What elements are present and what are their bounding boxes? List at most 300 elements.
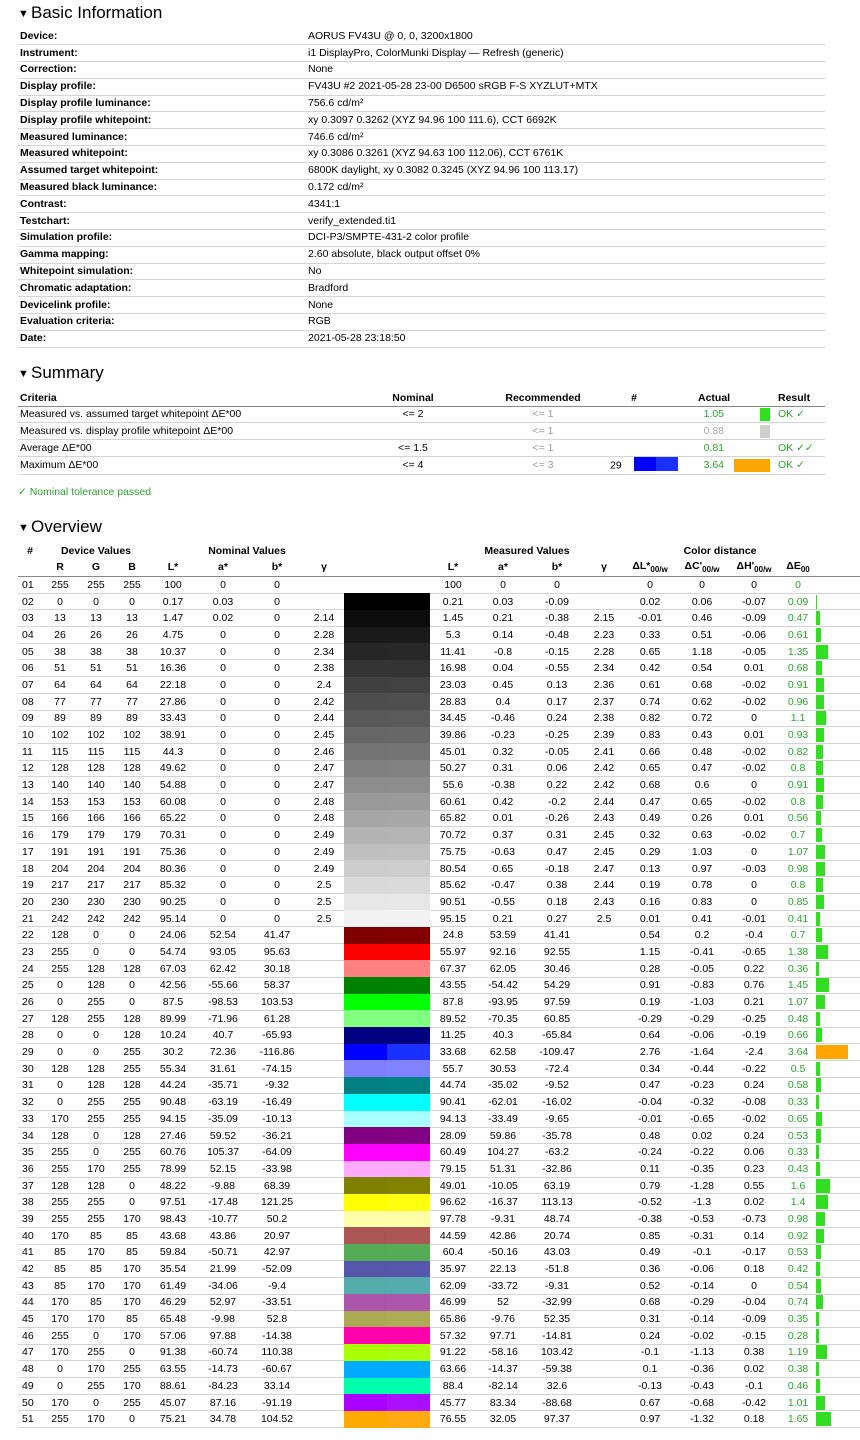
nominal-a: 52.54	[196, 927, 250, 944]
overview-row	[18, 927, 860, 944]
patch-swatch	[344, 710, 430, 727]
delta-E: 0.98	[780, 860, 816, 877]
patch-swatch-pair	[344, 643, 430, 660]
overview-row	[18, 727, 860, 744]
delta-E: 0.82	[780, 743, 816, 760]
overview-row	[18, 627, 860, 644]
measured-gamma: 2.5	[584, 910, 624, 927]
basic-info-value: 746.6 cd/m²	[306, 129, 825, 146]
overview-row	[18, 860, 860, 877]
nominal-b: 0	[250, 793, 304, 810]
nominal-a: 59.52	[196, 1127, 250, 1144]
patch-number: 06	[18, 660, 42, 677]
delta-L: -0.01	[624, 1111, 676, 1128]
overview-row	[18, 1094, 860, 1111]
delta-e-bar	[816, 1279, 821, 1293]
delta-E: 0.09	[780, 593, 816, 610]
device-g: 191	[78, 844, 114, 861]
nominal-b: 0	[250, 677, 304, 694]
device-g: 128	[78, 960, 114, 977]
delta-L: 0.11	[624, 1161, 676, 1178]
patch-swatch	[344, 610, 430, 627]
delta-L: -0.04	[624, 1094, 676, 1111]
device-g: 140	[78, 777, 114, 794]
patch-swatch-pair	[344, 1327, 430, 1344]
nominal-a: 0	[196, 576, 250, 593]
measured-a: 0.31	[476, 760, 530, 777]
delta-L: 0.33	[624, 627, 676, 644]
patch-swatch-pair	[344, 1027, 430, 1044]
delta-E: 0.74	[780, 1294, 816, 1311]
device-b: 0	[114, 1411, 150, 1428]
hdr-g: G	[78, 559, 114, 576]
delta-e-bar-cell	[816, 1277, 860, 1294]
delta-e-bar	[816, 1212, 825, 1226]
delta-H: -0.02	[728, 677, 780, 694]
delta-e-bar	[816, 1362, 819, 1376]
delta-e-bar-cell	[816, 1394, 860, 1411]
basic-info-row	[18, 246, 825, 263]
nominal-b: 104.52	[250, 1411, 304, 1428]
delta-e-bar-cell	[816, 777, 860, 794]
basic-info-value: AORUS FV43U @ 0, 0, 3200x1800	[306, 28, 825, 45]
overview-row	[18, 910, 860, 927]
patch-swatch	[344, 1311, 430, 1328]
measured-gamma	[584, 1211, 624, 1228]
basic-info-value: 2021-05-28 23:18:50	[306, 330, 825, 347]
patch-number: 16	[18, 827, 42, 844]
delta-C: -0.1	[676, 1244, 728, 1261]
measured-a: -58.16	[476, 1344, 530, 1361]
basic-info-row	[18, 45, 825, 62]
summary-actual	[660, 406, 770, 423]
basic-info-row	[18, 129, 825, 146]
overview-row	[18, 1027, 860, 1044]
overview-row	[18, 1194, 860, 1211]
device-r: 64	[42, 677, 78, 694]
delta-e-bar	[816, 1112, 822, 1126]
device-b: 77	[114, 693, 150, 710]
nominal-b: 0	[250, 593, 304, 610]
patch-number: 33	[18, 1111, 42, 1128]
nominal-gamma: 2.48	[304, 810, 344, 827]
overview-row	[18, 1177, 860, 1194]
measured-a: -9.76	[476, 1311, 530, 1328]
nominal-color-swatch	[344, 844, 387, 861]
measured-b: 20.74	[530, 1227, 584, 1244]
measured-b: 43.03	[530, 1244, 584, 1261]
device-g: 255	[78, 1094, 114, 1111]
device-r: 128	[42, 927, 78, 944]
delta-e-bar	[816, 828, 822, 842]
nominal-a: 0	[196, 910, 250, 927]
measured-gamma	[584, 1327, 624, 1344]
basic-info-label: Assumed target whitepoint:	[18, 162, 306, 179]
delta-e-bar-cell	[816, 960, 860, 977]
basic-info-row	[18, 162, 825, 179]
delta-E: 0.46	[780, 1378, 816, 1395]
device-g: 153	[78, 793, 114, 810]
delta-C: 0.54	[676, 660, 728, 677]
patch-swatch	[344, 1010, 430, 1027]
nominal-b: -91.19	[250, 1394, 304, 1411]
measured-gamma	[584, 1311, 624, 1328]
patch-number: 36	[18, 1161, 42, 1178]
measured-color-swatch	[387, 960, 430, 977]
nominal-b: 0	[250, 910, 304, 927]
delta-e-bar	[816, 1095, 819, 1109]
delta-C: -1.3	[676, 1194, 728, 1211]
delta-H: -0.19	[728, 1027, 780, 1044]
patch-number: 11	[18, 743, 42, 760]
patch-swatch-pair	[344, 793, 430, 810]
nominal-a: 0	[196, 793, 250, 810]
delta-e-bar	[816, 945, 828, 959]
nominal-a: 0	[196, 727, 250, 744]
patch-number: 35	[18, 1144, 42, 1161]
measured-L: 62.09	[430, 1277, 476, 1294]
delta-e-bar	[816, 1062, 820, 1076]
nominal-color-swatch	[344, 660, 387, 677]
device-b: 255	[114, 1161, 150, 1178]
patch-swatch-pair	[344, 1127, 430, 1144]
device-g: 255	[78, 1111, 114, 1128]
nominal-a: 0	[196, 743, 250, 760]
measured-b: -65.84	[530, 1027, 584, 1044]
hdr-measured-gamma: γ	[584, 559, 624, 576]
nominal-gamma	[304, 1060, 344, 1077]
measured-color-swatch	[387, 827, 430, 844]
patch-number: 27	[18, 1010, 42, 1027]
delta-L: 0.42	[624, 660, 676, 677]
nominal-L: 80.36	[150, 860, 196, 877]
nominal-gamma	[304, 1044, 344, 1061]
nominal-a: -9.98	[196, 1311, 250, 1328]
measured-b: 0.27	[530, 910, 584, 927]
device-b: 255	[114, 1361, 150, 1378]
basic-info-value: xy 0.3097 0.3262 (XYZ 94.96 100 111.6), CCT 6692K	[306, 112, 825, 129]
nominal-b: 0	[250, 693, 304, 710]
patch-swatch-pair	[344, 844, 430, 861]
measured-b: -63.2	[530, 1144, 584, 1161]
measured-b: 0.17	[530, 693, 584, 710]
patch-number: 17	[18, 844, 42, 861]
overview-title: Overview	[31, 517, 102, 536]
delta-L: -0.01	[624, 610, 676, 627]
basic-info-row	[18, 146, 825, 163]
patch-number: 45	[18, 1311, 42, 1328]
overview-row	[18, 760, 860, 777]
patch-swatch	[344, 727, 430, 744]
patch-swatch-pair	[344, 743, 430, 760]
nominal-gamma	[304, 1261, 344, 1278]
delta-e-bar	[816, 595, 817, 609]
hdr-b: B	[114, 559, 150, 576]
hdr-nominal-values: Nominal Values	[208, 545, 286, 557]
nominal-b: -16.49	[250, 1094, 304, 1111]
delta-e-bar-cell	[816, 1194, 860, 1211]
summary-nominal: <= 2	[348, 406, 478, 423]
measured-gamma: 2.34	[584, 660, 624, 677]
delta-e-bar-cell	[816, 994, 860, 1011]
nominal-L: 55.34	[150, 1060, 196, 1077]
nominal-a: 0	[196, 827, 250, 844]
delta-H: -0.42	[728, 1394, 780, 1411]
overview-heading[interactable]	[18, 517, 102, 538]
patch-swatch	[344, 1361, 430, 1378]
patch-swatch	[344, 1044, 430, 1061]
nominal-L: 98.43	[150, 1211, 196, 1228]
overview-row	[18, 877, 860, 894]
device-r: 153	[42, 793, 78, 810]
summary-bar	[760, 425, 770, 438]
patch-number: 08	[18, 693, 42, 710]
nominal-L: 10.24	[150, 1027, 196, 1044]
nominal-gamma	[304, 1144, 344, 1161]
patch-swatch-pair	[344, 910, 430, 927]
patch-number: 30	[18, 1060, 42, 1077]
col-recommended: Recommended	[478, 390, 608, 406]
nominal-b: 0	[250, 660, 304, 677]
patch-number: 23	[18, 944, 42, 961]
delta-C: 0.97	[676, 860, 728, 877]
delta-E: 0.96	[780, 693, 816, 710]
hdr-nominal-a: a*	[196, 559, 250, 576]
device-b: 255	[114, 1060, 150, 1077]
measured-b: -0.25	[530, 727, 584, 744]
overview-row	[18, 1261, 860, 1278]
measured-color-swatch	[387, 994, 430, 1011]
delta-L: 0.49	[624, 810, 676, 827]
device-b: 128	[114, 1027, 150, 1044]
measured-color-swatch	[387, 627, 430, 644]
nominal-gamma	[304, 1010, 344, 1027]
delta-e-bar	[816, 1329, 819, 1343]
measured-L: 33.68	[430, 1044, 476, 1061]
measured-color-swatch	[387, 760, 430, 777]
measured-gamma	[584, 977, 624, 994]
device-b: 115	[114, 743, 150, 760]
patch-swatch-pair	[344, 1394, 430, 1411]
measured-b: -0.09	[530, 593, 584, 610]
device-b: 170	[114, 1378, 150, 1395]
device-r: 0	[42, 1044, 78, 1061]
patch-swatch-pair	[344, 1378, 430, 1395]
delta-H: -0.02	[728, 693, 780, 710]
device-b: 170	[114, 1277, 150, 1294]
collapse-triangle-icon[interactable]: ▼	[18, 368, 29, 380]
nominal-gamma: 2.49	[304, 860, 344, 877]
measured-L: 91.22	[430, 1344, 476, 1361]
patch-swatch	[344, 1144, 430, 1161]
measured-L: 60.4	[430, 1244, 476, 1261]
nominal-L: 16.36	[150, 660, 196, 677]
measured-color-swatch	[387, 1194, 430, 1211]
measured-b: 0.13	[530, 677, 584, 694]
nominal-color-swatch	[344, 1027, 387, 1044]
device-g: 170	[78, 1311, 114, 1328]
nominal-b: -74.15	[250, 1060, 304, 1077]
delta-C: 0.46	[676, 610, 728, 627]
delta-E: 0.68	[780, 660, 816, 677]
nominal-color-swatch	[344, 777, 387, 794]
delta-E: 1.19	[780, 1344, 816, 1361]
summary-heading[interactable]	[18, 363, 104, 384]
nominal-color-swatch	[344, 1094, 387, 1111]
nominal-b: 0	[250, 827, 304, 844]
device-g: 128	[78, 1060, 114, 1077]
nominal-color-swatch	[344, 944, 387, 961]
nominal-color-swatch	[344, 1060, 387, 1077]
measured-color-swatch	[387, 1094, 430, 1111]
device-r: 170	[42, 1344, 78, 1361]
nominal-color-swatch	[344, 1211, 387, 1228]
nominal-a: 0	[196, 627, 250, 644]
measured-L: 70.72	[430, 827, 476, 844]
measured-color-swatch	[387, 1060, 430, 1077]
device-b: 255	[114, 1111, 150, 1128]
delta-e-bar-cell	[816, 1077, 860, 1094]
summary-row	[18, 406, 825, 423]
nominal-b: 95.63	[250, 944, 304, 961]
nominal-b: 30.18	[250, 960, 304, 977]
measured-b: 0.31	[530, 827, 584, 844]
delta-L: -0.13	[624, 1378, 676, 1395]
nominal-L: 0.17	[150, 593, 196, 610]
delta-L: 0.83	[624, 727, 676, 744]
summary-row	[18, 423, 825, 440]
summary-row	[18, 440, 825, 457]
hdr-measured-b: b*	[530, 559, 584, 576]
device-b: 255	[114, 1044, 150, 1061]
patch-swatch	[344, 1194, 430, 1211]
delta-E: 1.1	[780, 710, 816, 727]
delta-E: 0.56	[780, 810, 816, 827]
nominal-L: 38.91	[150, 727, 196, 744]
measured-color-swatch	[387, 610, 430, 627]
measured-L: 34.45	[430, 710, 476, 727]
device-b: 0	[114, 927, 150, 944]
measured-color-swatch	[387, 643, 430, 660]
patch-swatch	[344, 760, 430, 777]
delta-C: -1.64	[676, 1044, 728, 1061]
nominal-color-swatch	[344, 1177, 387, 1194]
measured-gamma: 2.42	[584, 777, 624, 794]
basic-info-row	[18, 230, 825, 247]
patch-swatch-pair	[344, 693, 430, 710]
patch-swatch	[344, 960, 430, 977]
patch-swatch	[344, 693, 430, 710]
delta-e-bar-cell	[816, 927, 860, 944]
measured-L: 94.13	[430, 1111, 476, 1128]
delta-e-bar-cell	[816, 576, 860, 593]
patch-number: 01	[18, 576, 42, 593]
patch-number: 04	[18, 627, 42, 644]
hdr-num: #	[27, 545, 33, 557]
nominal-b: 0	[250, 743, 304, 760]
overview-row	[18, 994, 860, 1011]
device-g: 217	[78, 877, 114, 894]
overview-row	[18, 1361, 860, 1378]
measured-L: 76.55	[430, 1411, 476, 1428]
nominal-color-swatch	[344, 1294, 387, 1311]
nominal-L: 60.08	[150, 793, 196, 810]
collapse-triangle-icon[interactable]: ▼	[18, 8, 29, 20]
nominal-L: 54.74	[150, 944, 196, 961]
delta-C: 0.48	[676, 743, 728, 760]
measured-a: 59.86	[476, 1127, 530, 1144]
nominal-a: 0.02	[196, 610, 250, 627]
measured-a: -0.46	[476, 710, 530, 727]
patch-number: 18	[18, 860, 42, 877]
delta-H: -0.65	[728, 944, 780, 961]
patch-swatch	[344, 944, 430, 961]
measured-L: 97.78	[430, 1211, 476, 1228]
delta-H: -0.17	[728, 1244, 780, 1261]
delta-L: 0.19	[624, 877, 676, 894]
delta-e-bar	[816, 1012, 820, 1026]
patch-swatch	[344, 894, 430, 911]
summary-result	[770, 423, 825, 440]
measured-b: -0.48	[530, 627, 584, 644]
measured-L: 65.86	[430, 1311, 476, 1328]
device-r: 191	[42, 844, 78, 861]
basic-info-value: 756.6 cd/m²	[306, 95, 825, 112]
measured-color-swatch	[387, 1010, 430, 1027]
device-g: 170	[78, 1244, 114, 1261]
nominal-gamma	[304, 977, 344, 994]
hdr-delta-H: $\Delta H'_{00/w}$	[728, 559, 780, 576]
device-g: 38	[78, 643, 114, 660]
summary-swatch	[634, 457, 678, 474]
nominal-L: 44.3	[150, 743, 196, 760]
nominal-color-swatch	[344, 1344, 387, 1361]
overview-row	[18, 576, 860, 593]
measured-L: 89.52	[430, 1010, 476, 1027]
measured-gamma: 2.38	[584, 710, 624, 727]
measured-L: 60.49	[430, 1144, 476, 1161]
nominal-b: -65.93	[250, 1027, 304, 1044]
collapse-triangle-icon[interactable]: ▼	[18, 522, 29, 534]
measured-a: -10.05	[476, 1177, 530, 1194]
patch-swatch	[344, 1111, 430, 1128]
delta-C: -0.36	[676, 1361, 728, 1378]
delta-E: 0.47	[780, 610, 816, 627]
measured-a: 30.53	[476, 1060, 530, 1077]
delta-e-bar-cell	[816, 627, 860, 644]
overview-row	[18, 1060, 860, 1077]
patch-swatch-pair	[344, 1277, 430, 1294]
measured-a: 53.59	[476, 927, 530, 944]
patch-number: 15	[18, 810, 42, 827]
patch-swatch-pair	[344, 593, 430, 610]
basic-info-heading[interactable]	[18, 3, 162, 24]
measured-a: 51.31	[476, 1161, 530, 1178]
measured-gamma: 2.42	[584, 760, 624, 777]
overview-row	[18, 710, 860, 727]
measured-L: 100	[430, 576, 476, 593]
nominal-L: 57.06	[150, 1327, 196, 1344]
measured-b: -59.38	[530, 1361, 584, 1378]
nominal-a: 0	[196, 810, 250, 827]
col-criteria: Criteria	[18, 390, 348, 406]
measured-color-swatch	[387, 1144, 430, 1161]
overview-row	[18, 1111, 860, 1128]
nominal-a: 0	[196, 894, 250, 911]
nominal-gamma: 2.14	[304, 610, 344, 627]
delta-C: -0.44	[676, 1060, 728, 1077]
delta-e-bar-cell	[816, 1044, 860, 1061]
